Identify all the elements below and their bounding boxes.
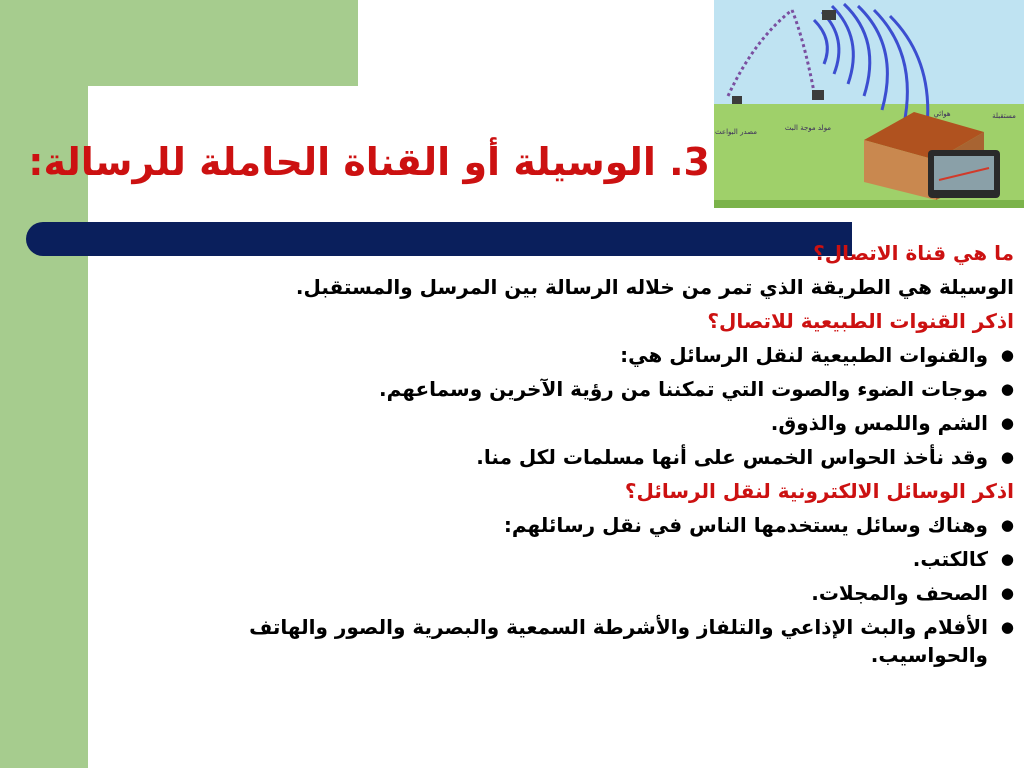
bullet-item: ● والقنوات الطبيعية لنقل الرسائل هي: [214, 338, 1014, 372]
illustration-label: مستقبلة [992, 112, 1016, 120]
illustration-label: هوائي [933, 110, 951, 118]
answer-channel: الوسيلة هي الطريقة الذي تمر من خلاله الرسالة بين المرسل والمستقبل. [295, 275, 1014, 299]
bullet-item: ● الأفلام والبث الإذاعي والتلفاز والأشرطة السمعية والبصرية والصور والهاتف والحواسيب. [214, 613, 1014, 669]
bullet-item: ● الصحف والمجلات. [214, 576, 1014, 610]
broadcast-illustration-svg [714, 0, 1024, 208]
bullet-item: ● كالكتب. [214, 542, 1014, 576]
question-channel: ما هي قناة الاتصال؟ [813, 241, 1014, 265]
question-electronic-channels: اذكر الوسائل الالكترونية لنقل الرسائل؟ [624, 479, 1014, 503]
slide-body [214, 236, 1014, 669]
bullet-item: ● موجات الضوء والصوت التي تمكننا من رؤية الآخرين وسماعهم. [214, 372, 1014, 406]
illustration-label: مصدر البواعث [715, 128, 757, 136]
bullet-item: ● وهناك وسائل يستخدمها الناس في نقل رسائلهم: [214, 508, 1014, 542]
bullet-item: ● وقد نأخذ الحواس الخمس على أنها مسلمات لكل منا. [214, 440, 1014, 474]
question-natural-channels: اذكر القنوات الطبيعية للاتصال؟ [707, 309, 1014, 333]
broadcast-illustration [714, 0, 1024, 208]
illustration-label: مولد موجة البث [784, 124, 832, 132]
bullet-item: ● الشم واللمس والذوق. [214, 406, 1014, 440]
left-decor-band [0, 0, 88, 768]
top-decor-band [0, 0, 358, 86]
page-title: 3. الوسيلة أو القناة الحاملة للرسالة: [28, 140, 710, 184]
